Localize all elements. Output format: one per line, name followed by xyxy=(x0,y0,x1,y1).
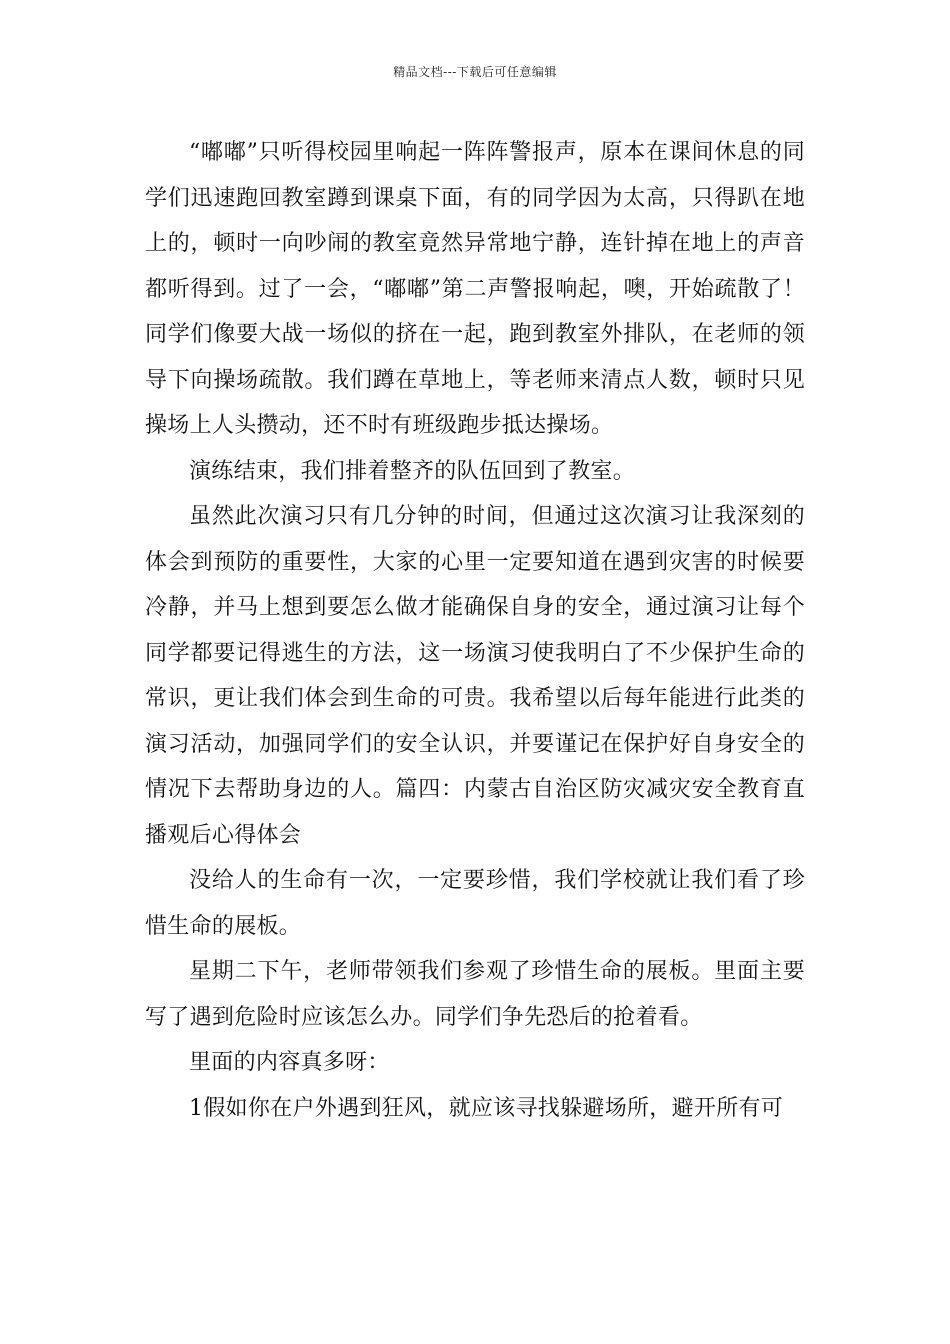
paragraph: 1假如你在户外遇到狂风，就应该寻找躲避场所，避开所有可 xyxy=(189,1095,784,1121)
paragraph: 演练结束，我们排着整齐的队伍回到了教室。 xyxy=(189,458,636,484)
paragraph: 星期二下午，老师带领我们参观了珍惜生命的展板。里面主要写了遇到危险时应该怎么办。同学们争先恐后的抢着看。 xyxy=(145,959,805,1030)
page-header: 精品文档---下载后可任意编辑 xyxy=(393,65,557,79)
document-body xyxy=(145,130,805,1131)
paragraph: 里面的内容真多呀： xyxy=(189,1050,390,1075)
paragraph: 虽然此次演习只有几分钟的时间，但通过这次演习让我深刻的体会到预防的重要性，大家的心里一定要知道在遇到灾害的时候要冷静，并马上想到要怎么做才能确保自身的安全，通过演习让每个同学都要记得逃生的方法，这一场演习使我明白了不少保护生命的常识，更让我们体会到生命的可贵。我希望以后每年能进行此类的演习活动，加强同学们的安全认识，并要谨记在保护好自身安全的情况下去帮助身边的人。篇四：内蒙古自治区防灾减灾安全教育直播观后心得体会 xyxy=(145,504,805,848)
paragraph: “嘟嘟”只听得校园里响起一阵阵警报声，原本在课间休息的同学们迅速跑回教室蹲到课桌下面，有的同学因为太高，只得趴在地上的，顿时一向吵闹的教室竟然异常地宁静，连针掉在地上的声音都听得到。过了一会，“嘟嘟”第二声警报响起，噢，开始疏散了！同学们像要大战一场似的挤在一起，跑到教室外排队，在老师的领导下向操场疏散。我们蹲在草地上，等老师来清点人数，顿时只见操场上人头攒动，还不时有班级跑步抵达操场。 xyxy=(145,140,805,438)
paragraph: 没给人的生命有一次，一定要珍惜，我们学校就让我们看了珍惜生命的展板。 xyxy=(145,868,805,939)
